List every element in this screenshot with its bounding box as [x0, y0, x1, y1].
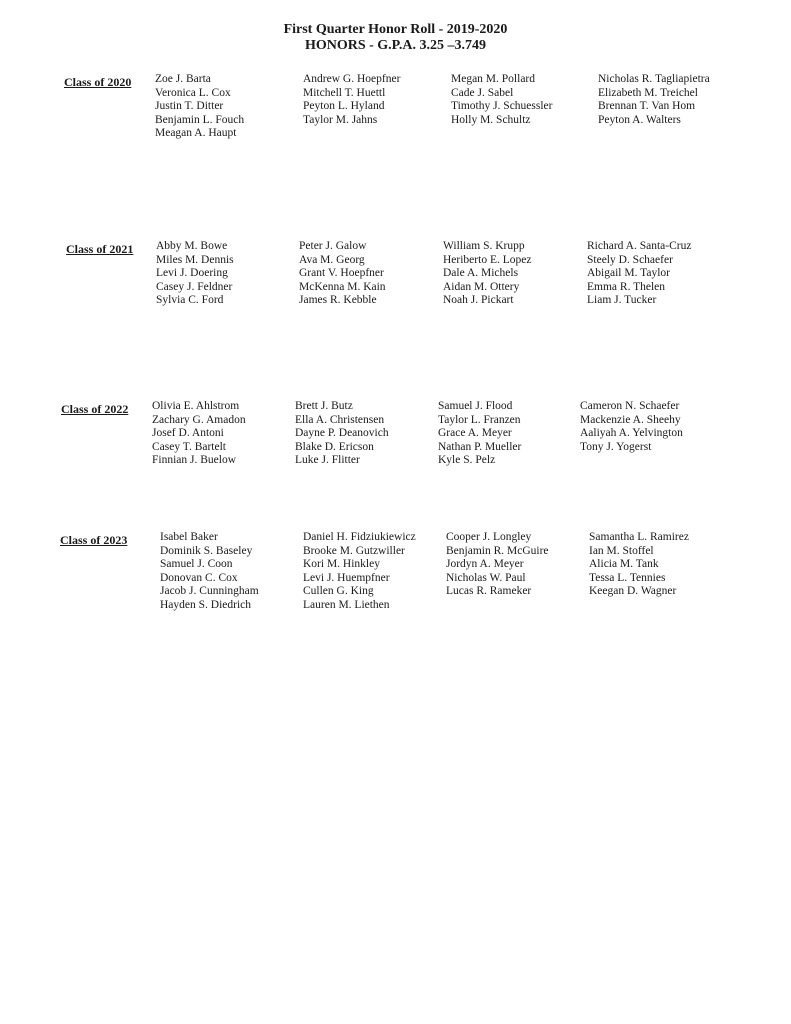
- student-name: Kori M. Hinkley: [303, 558, 380, 571]
- student-name: Megan M. Pollard: [451, 73, 536, 85]
- student-name: Samantha L. Ramirez: [589, 531, 689, 543]
- name-column: [155, 73, 244, 141]
- student-name: Justin T. Ditter: [155, 100, 224, 113]
- student-name: Mackenzie A. Sheehy: [580, 413, 681, 426]
- student-name: Nicholas R. Tagliapietra: [598, 73, 710, 85]
- student-name: Jacob J. Cunningham: [160, 585, 259, 598]
- student-name: Cullen G. King: [303, 585, 374, 598]
- student-name: Abigail M. Taylor: [587, 267, 670, 280]
- student-name: Abby M. Bowe: [156, 240, 228, 252]
- student-name: Zoe J. Barta: [155, 73, 211, 85]
- student-name: Grant V. Hoepfner: [299, 267, 384, 280]
- student-name: Samuel J. Coon: [160, 558, 233, 571]
- title-block: [0, 22, 791, 54]
- class-label: Class of 2023: [60, 533, 128, 547]
- name-column: [152, 400, 246, 468]
- student-name: Levi J. Huempfner: [303, 571, 390, 584]
- student-name: Josef D. Antoni: [152, 427, 224, 440]
- name-column: [598, 73, 710, 127]
- student-name: Keegan D. Wagner: [589, 585, 677, 598]
- name-column: [451, 73, 553, 127]
- student-name: Taylor L. Franzen: [438, 413, 521, 426]
- student-name: Holly M. Schultz: [451, 113, 531, 126]
- name-column: [589, 531, 689, 599]
- name-column: [438, 400, 521, 468]
- name-column: [299, 240, 386, 308]
- student-name: Tessa L. Tennies: [589, 571, 666, 584]
- student-name: Liam J. Tucker: [587, 294, 657, 307]
- student-name: Ella A. Christensen: [295, 413, 385, 426]
- student-name: Dale A. Michels: [443, 267, 519, 280]
- class-label: Class of 2021: [66, 242, 134, 256]
- student-name: Noah J. Pickart: [443, 294, 514, 307]
- student-name: Meagan A. Haupt: [155, 127, 237, 140]
- student-name: Peyton L. Hyland: [303, 100, 385, 113]
- student-name: Emma R. Thelen: [587, 280, 666, 293]
- student-name: Dayne P. Deanovich: [295, 427, 389, 440]
- name-column: [443, 240, 531, 308]
- student-name: Elizabeth M. Treichel: [598, 86, 698, 99]
- student-name: Heriberto E. Lopez: [443, 253, 532, 266]
- student-name: Lauren M. Liethen: [303, 598, 390, 611]
- student-name: Hayden S. Diedrich: [160, 598, 252, 611]
- page-title: First Quarter Honor Roll - 2019-2020: [283, 22, 508, 37]
- student-name: Levi J. Doering: [156, 267, 228, 280]
- name-column: [587, 240, 691, 308]
- name-column: [295, 400, 389, 468]
- student-name: Finnian J. Buelow: [152, 454, 237, 467]
- name-column: [303, 531, 416, 613]
- student-name: Samuel J. Flood: [438, 400, 513, 412]
- student-name: Cooper J. Longley: [446, 531, 532, 543]
- class-label: Class of 2020: [64, 75, 132, 89]
- name-column: [303, 73, 400, 127]
- student-name: McKenna M. Kain: [299, 280, 386, 293]
- student-name: Donovan C. Cox: [160, 571, 238, 584]
- name-column: [156, 240, 234, 308]
- student-name: Richard A. Santa-Cruz: [587, 240, 692, 252]
- student-name: Peyton A. Walters: [598, 113, 681, 126]
- student-name: Aidan M. Ottery: [443, 280, 520, 293]
- student-name: Peter J. Galow: [299, 240, 367, 252]
- student-name: Miles M. Dennis: [156, 253, 234, 266]
- student-name: Kyle S. Pelz: [438, 454, 496, 467]
- student-name: Aaliyah A. Yelvington: [580, 427, 683, 440]
- student-name: Dominik S. Baseley: [160, 544, 253, 557]
- student-name: Andrew G. Hoepfner: [303, 73, 401, 85]
- student-name: Sylvia C. Ford: [156, 294, 224, 307]
- student-name: Olivia E. Ahlstrom: [152, 400, 240, 412]
- class-label: Class of 2022: [61, 402, 129, 416]
- student-name: Nathan P. Mueller: [438, 440, 522, 453]
- student-name: Blake D. Ericson: [295, 440, 374, 453]
- name-column: [446, 531, 549, 599]
- student-name: Brennan T. Van Hom: [598, 100, 696, 113]
- page-subtitle: HONORS - G.P.A. 3.25 –3.749: [304, 38, 487, 53]
- student-name: Alicia M. Tank: [589, 558, 659, 571]
- student-name: Ava M. Georg: [299, 253, 365, 266]
- student-name: Isabel Baker: [160, 531, 218, 543]
- student-name: Taylor M. Jahns: [303, 113, 378, 126]
- student-name: Benjamin R. McGuire: [446, 544, 549, 557]
- student-name: Brooke M. Gutzwiller: [303, 544, 405, 557]
- student-name: Steely D. Schaefer: [587, 253, 673, 266]
- student-name: James R. Kebble: [299, 294, 377, 307]
- student-name: Timothy J. Schuessler: [451, 100, 553, 113]
- student-name: Brett J. Butz: [295, 400, 353, 412]
- student-name: Casey J. Feldner: [156, 280, 233, 293]
- student-name: Lucas R. Rameker: [446, 585, 532, 598]
- student-name: Casey T. Bartelt: [152, 440, 226, 453]
- student-name: Cade J. Sabel: [451, 86, 514, 99]
- student-name: Zachary G. Amadon: [152, 413, 246, 426]
- name-column: [160, 531, 259, 613]
- student-name: Tony J. Yogerst: [580, 440, 652, 453]
- student-name: Benjamin L. Fouch: [155, 113, 245, 126]
- student-name: Jordyn A. Meyer: [446, 558, 524, 571]
- student-name: Mitchell T. Huettl: [303, 86, 386, 99]
- student-name: Ian M. Stoffel: [589, 544, 654, 557]
- name-column: [580, 400, 683, 454]
- student-name: Veronica L. Cox: [155, 86, 231, 99]
- student-name: Daniel H. Fidziukiewicz: [303, 531, 416, 543]
- student-name: William S. Krupp: [443, 240, 525, 252]
- student-name: Cameron N. Schaefer: [580, 400, 680, 412]
- student-name: Luke J. Flitter: [295, 454, 360, 467]
- student-name: Nicholas W. Paul: [446, 571, 526, 584]
- student-name: Grace A. Meyer: [438, 427, 512, 440]
